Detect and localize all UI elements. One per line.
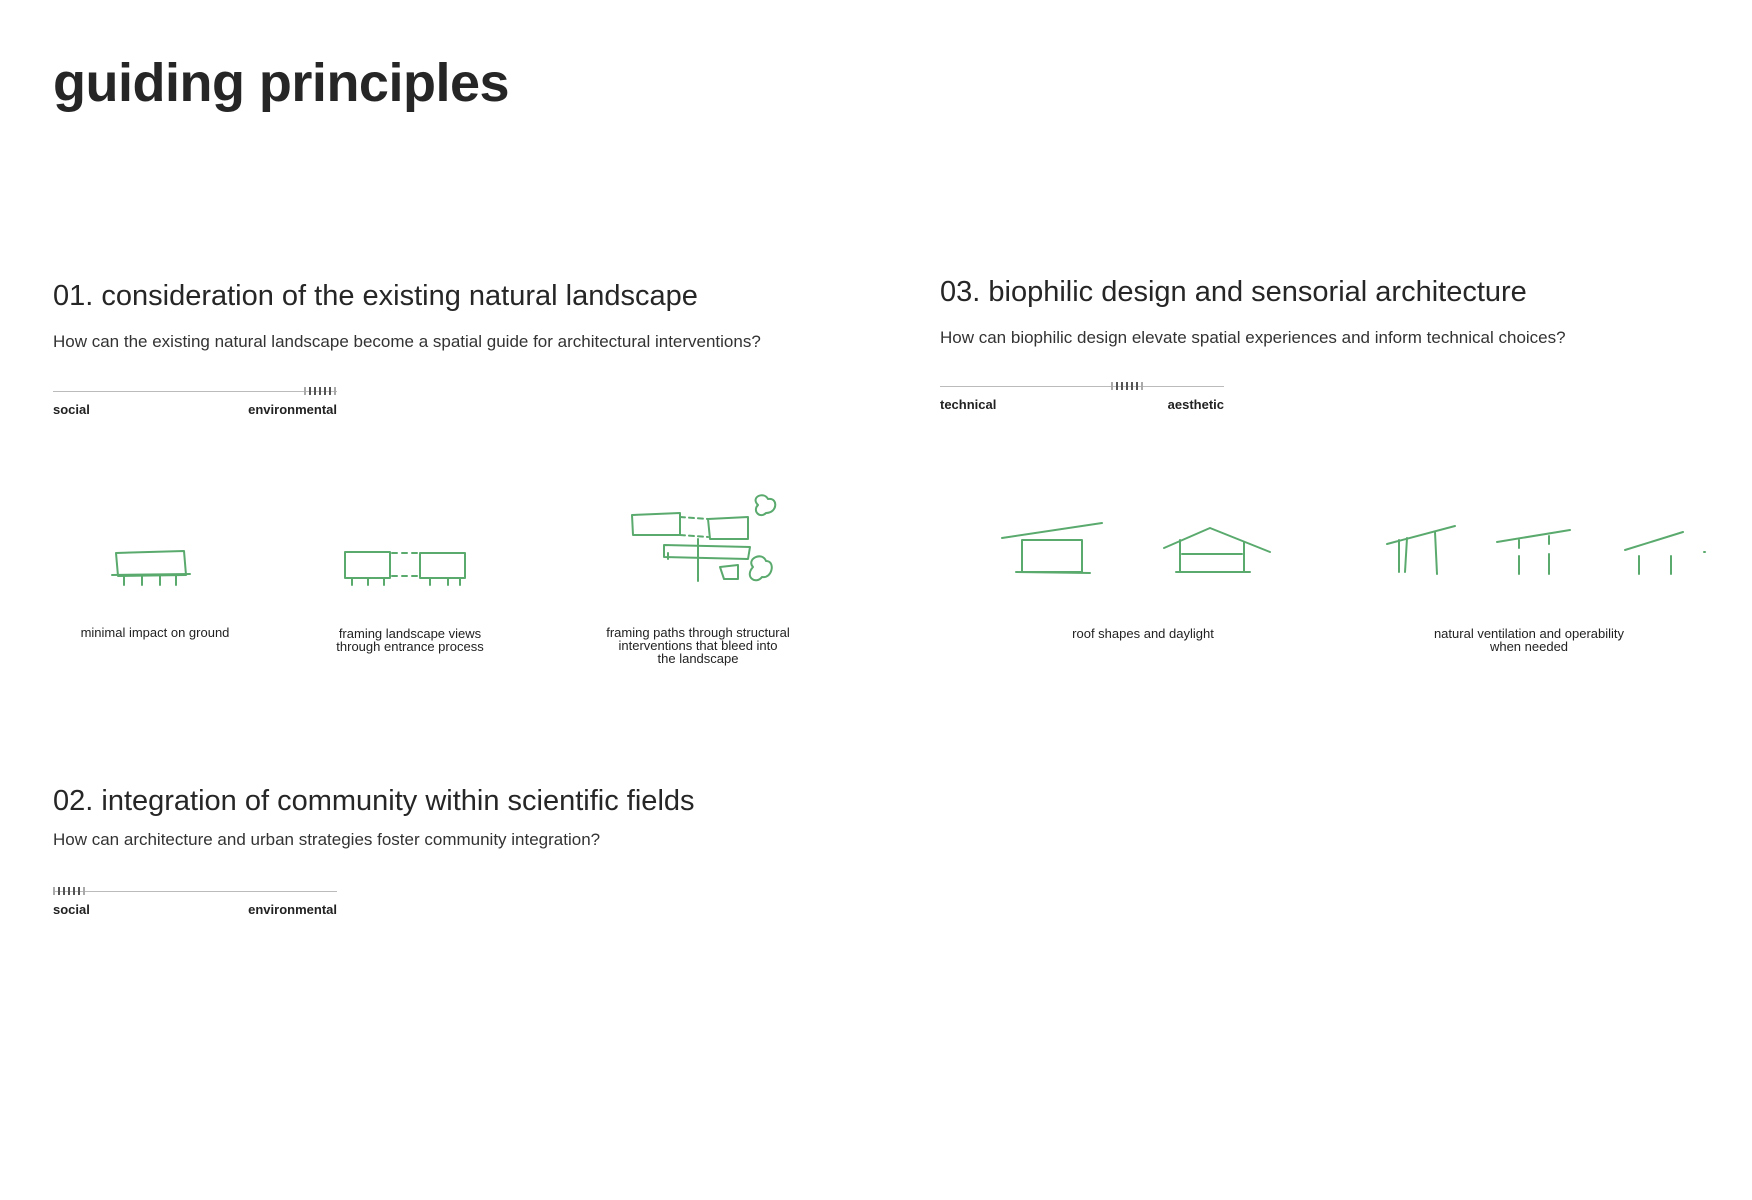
scale-label-left: social xyxy=(53,902,90,917)
scale-tick xyxy=(324,387,326,395)
scale-tick xyxy=(53,887,55,895)
scale-tick xyxy=(319,387,321,395)
scale-label-right: aesthetic xyxy=(1167,397,1224,412)
scale-label-right: environmental xyxy=(248,902,337,917)
framed-volumes-sketch-icon xyxy=(340,548,475,588)
scale-tick xyxy=(63,887,65,895)
scale-tick xyxy=(329,387,331,395)
scale-tick xyxy=(83,887,85,895)
scale-marker xyxy=(1111,382,1143,390)
scale-tick xyxy=(314,387,316,395)
section-heading: 01. consideration of the existing natural landscape xyxy=(53,280,698,312)
scale-line xyxy=(53,391,337,392)
scale-tick xyxy=(334,387,336,395)
scale-tick xyxy=(1126,382,1128,390)
scale-tick xyxy=(309,387,311,395)
section-question: How can the existing natural landscape become a spatial guide for architectural interventions? xyxy=(53,332,761,351)
page-title: guiding principles xyxy=(53,53,510,113)
scale-tick xyxy=(68,887,70,895)
section-03 xyxy=(940,276,1566,348)
priority-scale xyxy=(53,387,337,417)
scale-tick xyxy=(1136,382,1138,390)
raised-volume-sketch-icon xyxy=(110,545,195,590)
scale-tick xyxy=(1121,382,1123,390)
scale-tick xyxy=(304,387,306,395)
section-question: How can biophilic design elevate spatial experiences and inform technical choices? xyxy=(940,328,1566,347)
section-heading: 02. integration of community within scientific fields xyxy=(53,785,695,817)
section-question: How can architecture and urban strategies foster community integration? xyxy=(53,830,601,849)
priority-scale xyxy=(940,382,1224,412)
scale-tick xyxy=(58,887,60,895)
section-02 xyxy=(53,785,695,850)
sketch-caption: framing paths through structural interventions that bleed into the landscape xyxy=(606,625,790,666)
section-01 xyxy=(53,280,761,352)
scale-tick xyxy=(1141,382,1143,390)
ventilation-canopies-sketch-icon xyxy=(1385,520,1710,580)
scale-line xyxy=(53,891,337,892)
scale-label-left: technical xyxy=(940,397,997,412)
scale-label-left: social xyxy=(53,402,90,417)
scale-tick xyxy=(1116,382,1118,390)
priority-scale xyxy=(53,887,337,917)
sketch-caption: framing landscape views through entrance process xyxy=(336,626,484,654)
scale-tick xyxy=(78,887,80,895)
path-volumes-trees-sketch-icon xyxy=(628,495,778,590)
scale-tick xyxy=(1111,382,1113,390)
scale-marker xyxy=(53,887,85,895)
roof-shapes-sketch-icon xyxy=(1000,520,1275,580)
sketch-caption: natural ventilation and operability when needed xyxy=(1433,626,1625,654)
scale-line xyxy=(940,386,1224,387)
sketch-caption: roof shapes and daylight xyxy=(1072,626,1214,641)
section-heading: 03. biophilic design and sensorial architecture xyxy=(940,276,1527,308)
scale-label-right: environmental xyxy=(248,402,337,417)
scale-tick xyxy=(1131,382,1133,390)
sketch-caption: minimal impact on ground xyxy=(80,625,230,640)
scale-marker xyxy=(304,387,336,395)
scale-tick xyxy=(73,887,75,895)
